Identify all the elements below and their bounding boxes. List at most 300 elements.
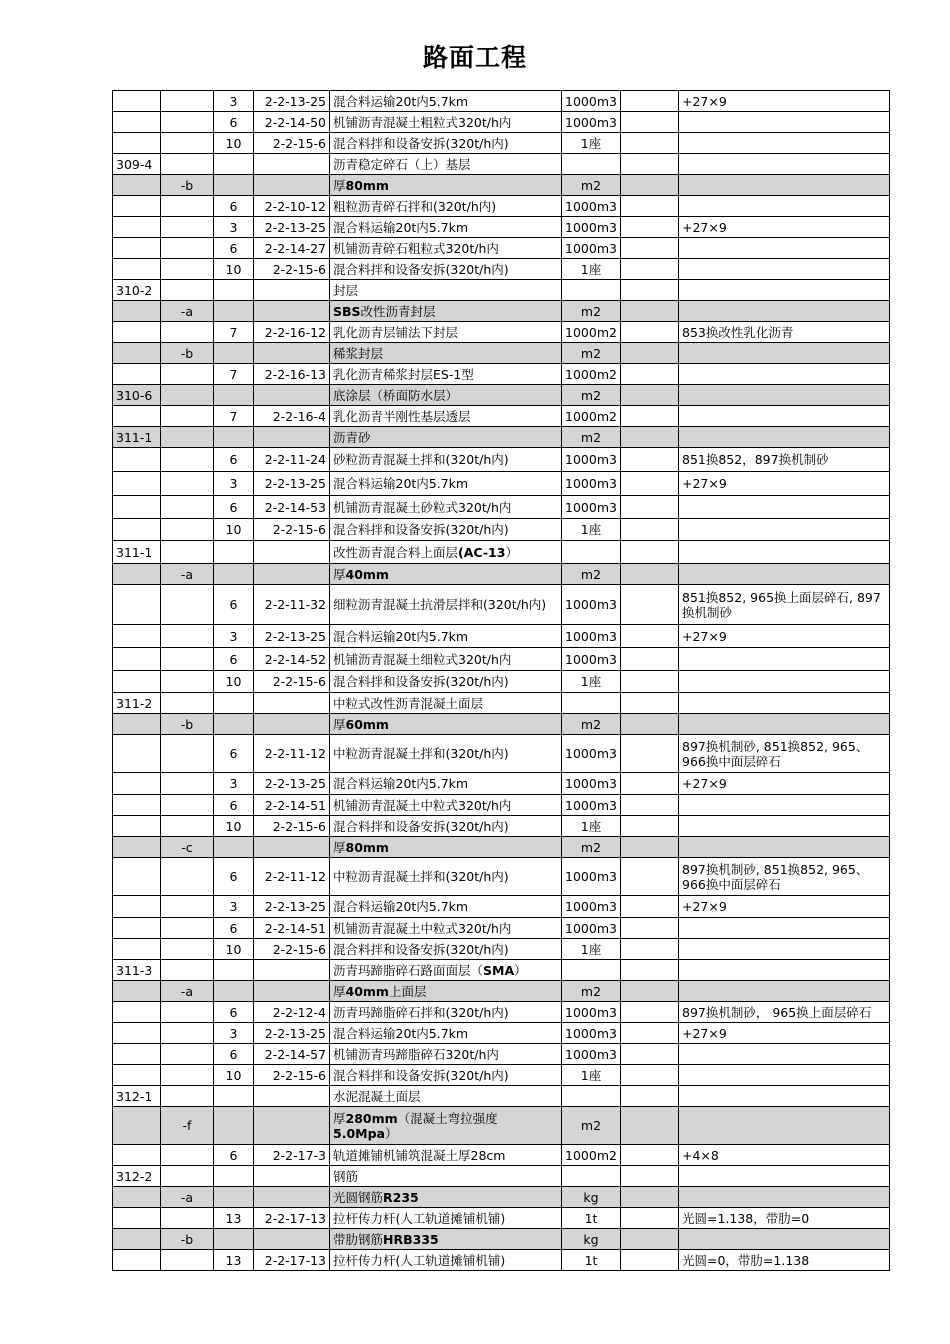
table-row [113, 773, 890, 795]
cell-quota-no: 2-2-13-25 [254, 896, 330, 918]
desc-text: 底涂层（桥面防水层） [333, 387, 459, 403]
cell-note [679, 343, 890, 364]
cell-code: 311-3 [113, 960, 161, 981]
table-row [113, 1044, 890, 1065]
cell-code [113, 1208, 161, 1229]
cell-unit: 1000m3 [562, 91, 621, 112]
cell-code [113, 259, 161, 280]
cell-sub-item [161, 896, 214, 918]
cell-code [113, 1065, 161, 1086]
cell-description [330, 301, 562, 322]
table-row [113, 112, 890, 133]
cell-sub-item [161, 217, 214, 238]
cell-unit [562, 541, 621, 564]
cell-note: 897换机制砂, 851换852, 965、966换中面层碎石 [679, 858, 890, 896]
cell-quota-no [254, 343, 330, 364]
table-row [113, 301, 890, 322]
cell-unit: 1t [562, 1250, 621, 1271]
cell-unit: 1000m3 [562, 585, 621, 625]
cell-code [113, 238, 161, 259]
cell-quantity [621, 648, 679, 671]
cell-quantity [621, 1044, 679, 1065]
cell-quota-no: 2-2-14-51 [254, 795, 330, 816]
cell-note: +27×9 [679, 1023, 890, 1044]
cell-quota-no: 2-2-14-51 [254, 918, 330, 939]
cell-quota-no [254, 1187, 330, 1208]
cell-quantity [621, 175, 679, 196]
cell-quantity [621, 735, 679, 773]
cell-quantity [621, 939, 679, 960]
cell-description [330, 773, 562, 795]
table-row [113, 541, 890, 564]
cell-note [679, 1166, 890, 1187]
cell-sub-item [161, 448, 214, 472]
cell-code [113, 625, 161, 648]
cell-quota-no [254, 301, 330, 322]
cell-unit: m2 [562, 1107, 621, 1145]
desc-text: 细粒沥青混凝土抗滑层拌和(320t/h内) [333, 597, 547, 612]
cell-type-no: 10 [214, 816, 254, 837]
table-row [113, 343, 890, 364]
cell-type-no: 3 [214, 773, 254, 795]
cell-unit: 1座 [562, 259, 621, 280]
cell-code: 312-1 [113, 1086, 161, 1107]
table-row [113, 1187, 890, 1208]
cell-type-no: 13 [214, 1208, 254, 1229]
table-row [113, 858, 890, 896]
desc-text: 改性沥青封层 [360, 303, 436, 319]
desc-bold-text: R235 [383, 1189, 419, 1205]
cell-description [330, 259, 562, 280]
desc-text: 厚 [333, 1110, 346, 1126]
cell-code [113, 816, 161, 837]
desc-text: 厚 [333, 839, 346, 855]
cell-description [330, 385, 562, 406]
cell-quota-no: 2-2-15-6 [254, 259, 330, 280]
cell-unit: 1000m3 [562, 918, 621, 939]
cell-description [330, 1250, 562, 1271]
cell-quota-no: 2-2-17-3 [254, 1145, 330, 1166]
desc-bold-text: SMA [483, 962, 515, 978]
cell-note: +27×9 [679, 773, 890, 795]
cell-description [330, 585, 562, 625]
cell-note [679, 301, 890, 322]
desc-text: 乳化沥青稀浆封层ES-1型 [333, 366, 474, 382]
table-row [113, 448, 890, 472]
cell-code: 311-1 [113, 541, 161, 564]
cell-quota-no: 2-2-15-6 [254, 939, 330, 960]
cell-description [330, 795, 562, 816]
cell-quantity [621, 564, 679, 585]
cell-note [679, 816, 890, 837]
cell-unit: 1000m3 [562, 735, 621, 773]
table-row [113, 918, 890, 939]
desc-text: 厚 [333, 983, 346, 999]
cell-note [679, 960, 890, 981]
cell-type-no [214, 301, 254, 322]
cell-quota-no [254, 981, 330, 1002]
cell-unit: m2 [562, 301, 621, 322]
cell-quota-no: 2-2-11-24 [254, 448, 330, 472]
cell-unit: 1000m2 [562, 406, 621, 427]
cell-type-no: 6 [214, 112, 254, 133]
cell-code [113, 1023, 161, 1044]
cell-note: +27×9 [679, 472, 890, 496]
cell-quota-no [254, 154, 330, 175]
desc-text: 厚 [333, 716, 346, 732]
cell-code [113, 918, 161, 939]
table-row [113, 427, 890, 448]
cell-code [113, 773, 161, 795]
cell-code [113, 91, 161, 112]
cell-sub-item [161, 1065, 214, 1086]
cell-note [679, 519, 890, 541]
cell-note [679, 364, 890, 385]
cell-unit [562, 154, 621, 175]
cell-description [330, 112, 562, 133]
cell-description [330, 541, 562, 564]
desc-text: ） [505, 544, 518, 560]
cell-quantity [621, 981, 679, 1002]
cell-note [679, 564, 890, 585]
cell-unit: 1000m3 [562, 773, 621, 795]
cell-sub-item [161, 112, 214, 133]
table-row [113, 735, 890, 773]
cell-note [679, 939, 890, 960]
cell-quota-no [254, 564, 330, 585]
cell-code [113, 1044, 161, 1065]
cell-description [330, 1145, 562, 1166]
cell-unit: 1座 [562, 1065, 621, 1086]
cell-unit: 1000m3 [562, 625, 621, 648]
cell-quantity [621, 714, 679, 735]
cell-type-no: 7 [214, 406, 254, 427]
cell-type-no: 10 [214, 1065, 254, 1086]
cell-description [330, 154, 562, 175]
cell-code [113, 1145, 161, 1166]
cell-quota-no [254, 1086, 330, 1107]
cell-quantity [621, 1187, 679, 1208]
cell-type-no [214, 1086, 254, 1107]
cell-code: 310-2 [113, 280, 161, 301]
cell-quantity [621, 1023, 679, 1044]
cell-quota-no: 2-2-13-25 [254, 773, 330, 795]
cell-quantity [621, 406, 679, 427]
cell-note [679, 280, 890, 301]
cell-note [679, 918, 890, 939]
desc-text: 机铺沥青碎石粗粒式320t/h内 [333, 240, 499, 256]
cell-note [679, 648, 890, 671]
cell-sub-item [161, 1002, 214, 1023]
cell-quota-no: 2-2-13-25 [254, 472, 330, 496]
cell-code [113, 671, 161, 693]
desc-text: 机铺沥青混凝土细粒式320t/h内 [333, 651, 512, 667]
cell-description [330, 427, 562, 448]
cell-type-no [214, 837, 254, 858]
cell-quota-no [254, 960, 330, 981]
cell-sub-item [161, 735, 214, 773]
cell-type-no: 6 [214, 648, 254, 671]
cell-sub-item [161, 693, 214, 714]
cell-sub-item [161, 585, 214, 625]
cell-sub-item [161, 773, 214, 795]
cell-sub-item [161, 196, 214, 217]
desc-text: 混合料运输20t内5.7km [333, 899, 469, 914]
cell-code [113, 519, 161, 541]
cell-quota-no: 2-2-12-4 [254, 1002, 330, 1023]
cell-description [330, 448, 562, 472]
cell-unit: 1000m2 [562, 1145, 621, 1166]
cell-code [113, 939, 161, 960]
table-row [113, 91, 890, 112]
cell-type-no: 6 [214, 238, 254, 259]
cell-quantity [621, 816, 679, 837]
cell-code [113, 496, 161, 519]
desc-text: 钢筋 [333, 1168, 359, 1184]
cell-code [113, 322, 161, 343]
cell-note: +27×9 [679, 217, 890, 238]
cell-quantity [621, 217, 679, 238]
cell-description [330, 564, 562, 585]
table-row [113, 217, 890, 238]
table-row [113, 837, 890, 858]
cell-description [330, 939, 562, 960]
cell-sub-item [161, 1166, 214, 1187]
cell-note [679, 671, 890, 693]
cell-type-no [214, 175, 254, 196]
cell-sub-item [161, 795, 214, 816]
cell-sub-item [161, 133, 214, 154]
cell-unit: 1000m3 [562, 896, 621, 918]
cell-unit: 1000m3 [562, 795, 621, 816]
cell-description [330, 837, 562, 858]
table-row [113, 1250, 890, 1271]
cell-unit: 1t [562, 1208, 621, 1229]
cell-type-no: 3 [214, 91, 254, 112]
cell-quantity [621, 795, 679, 816]
table-row [113, 1023, 890, 1044]
cell-type-no: 13 [214, 1250, 254, 1271]
cell-unit: 1座 [562, 816, 621, 837]
cell-note [679, 385, 890, 406]
cell-note: 光圆=0，带肋=1.138 [679, 1250, 890, 1271]
desc-bold-text: HRB335 [383, 1231, 439, 1247]
cell-sub-item: -a [161, 301, 214, 322]
cell-code: 311-1 [113, 427, 161, 448]
cell-quantity [621, 519, 679, 541]
cell-unit: 1000m2 [562, 322, 621, 343]
table-body [113, 91, 890, 1271]
desc-text: 混合料运输20t内5.7km [333, 628, 469, 644]
cell-type-no: 3 [214, 625, 254, 648]
cell-type-no: 10 [214, 259, 254, 280]
cell-note [679, 1065, 890, 1086]
cell-note [679, 1229, 890, 1250]
desc-text: （混凝土弯拉强度 [397, 1110, 498, 1126]
desc-text: 沥青玛蹄脂碎石拌和(320t/h内) [333, 1004, 509, 1020]
cell-code [113, 735, 161, 773]
cell-type-no: 6 [214, 1145, 254, 1166]
cell-code [113, 858, 161, 896]
cell-description [330, 91, 562, 112]
cell-code [113, 981, 161, 1002]
cell-note [679, 1107, 890, 1145]
cell-note [679, 133, 890, 154]
cell-type-no: 10 [214, 939, 254, 960]
table-row [113, 1229, 890, 1250]
desc-text: 沥青稳定碎石（上）基层 [333, 156, 471, 172]
cell-description [330, 981, 562, 1002]
cell-note [679, 795, 890, 816]
cell-description [330, 196, 562, 217]
desc-bold-text: SBS [333, 303, 361, 319]
page-title: 路面工程 [422, 43, 527, 72]
cell-note [679, 259, 890, 280]
table-row [113, 896, 890, 918]
cell-code: 311-2 [113, 693, 161, 714]
cell-quantity [621, 918, 679, 939]
cell-quota-no: 2-2-16-12 [254, 322, 330, 343]
cell-quantity [621, 496, 679, 519]
cell-type-no: 3 [214, 896, 254, 918]
cell-type-no [214, 154, 254, 175]
cell-note: 光圆=1.138，带肋=0 [679, 1208, 890, 1229]
cell-quantity [621, 427, 679, 448]
cell-unit: 1000m3 [562, 112, 621, 133]
cell-sub-item [161, 1250, 214, 1271]
cell-unit: 1000m3 [562, 648, 621, 671]
cell-unit: 1000m3 [562, 217, 621, 238]
desc-text: 混合料拌和设备安拆(320t/h内) [333, 941, 509, 957]
cell-quota-no: 2-2-11-32 [254, 585, 330, 625]
cell-description [330, 918, 562, 939]
table-row [113, 585, 890, 625]
cell-description [330, 1023, 562, 1044]
cell-unit: 1座 [562, 671, 621, 693]
cell-code [113, 175, 161, 196]
desc-text: 机铺沥青混凝土中粒式320t/h内 [333, 797, 512, 813]
cell-type-no [214, 981, 254, 1002]
desc-bold-text: 40mm [345, 983, 389, 999]
cell-quota-no: 2-2-13-25 [254, 1023, 330, 1044]
desc-bold-text: 40mm [345, 566, 389, 582]
cell-code [113, 343, 161, 364]
cell-quantity [621, 671, 679, 693]
cell-note [679, 406, 890, 427]
desc-text: 厚 [333, 177, 346, 193]
desc-text: 带肋钢筋 [333, 1231, 384, 1247]
desc-text: 混合料运输20t内5.7km [333, 776, 469, 791]
cell-code: 310-6 [113, 385, 161, 406]
cell-quota-no: 2-2-11-12 [254, 735, 330, 773]
cell-quantity [621, 1166, 679, 1187]
cell-quota-no: 2-2-13-25 [254, 217, 330, 238]
cell-note: 851换852，897换机制砂 [679, 448, 890, 472]
cell-sub-item: -c [161, 837, 214, 858]
cell-description [330, 133, 562, 154]
cell-sub-item [161, 280, 214, 301]
cell-type-no [214, 385, 254, 406]
cell-description [330, 343, 562, 364]
cell-sub-item [161, 1044, 214, 1065]
cell-description [330, 896, 562, 918]
cell-type-no: 6 [214, 795, 254, 816]
cell-note [679, 1044, 890, 1065]
cell-unit: m2 [562, 385, 621, 406]
cell-note [679, 1086, 890, 1107]
cell-description [330, 364, 562, 385]
cell-sub-item [161, 364, 214, 385]
cell-quota-no [254, 280, 330, 301]
desc-text: 厚 [333, 566, 346, 582]
table-row [113, 714, 890, 735]
cell-type-no [214, 1107, 254, 1145]
cell-quota-no: 2-2-17-13 [254, 1208, 330, 1229]
cell-unit: 1座 [562, 939, 621, 960]
desc-text: 中粒沥青混凝土拌和(320t/h内) [333, 746, 509, 761]
cell-description [330, 406, 562, 427]
desc-text: 混合料运输20t内5.7km [333, 93, 469, 109]
cell-quantity [621, 91, 679, 112]
table-row [113, 196, 890, 217]
cell-description [330, 858, 562, 896]
cell-sub-item [161, 238, 214, 259]
cell-quantity [621, 259, 679, 280]
cell-description [330, 1208, 562, 1229]
cell-quantity [621, 693, 679, 714]
cell-note [679, 112, 890, 133]
cell-sub-item [161, 472, 214, 496]
cell-quota-no [254, 837, 330, 858]
cell-description [330, 1002, 562, 1023]
cell-note [679, 541, 890, 564]
cell-unit: 1000m3 [562, 1002, 621, 1023]
cell-quota-no [254, 1107, 330, 1145]
cell-quota-no: 2-2-16-4 [254, 406, 330, 427]
cell-quantity [621, 1107, 679, 1145]
cell-quantity [621, 133, 679, 154]
table-row [113, 1002, 890, 1023]
cell-type-no: 6 [214, 918, 254, 939]
cell-description [330, 1065, 562, 1086]
table-row [113, 406, 890, 427]
cell-quantity [621, 301, 679, 322]
cell-note [679, 693, 890, 714]
cell-type-no: 6 [214, 196, 254, 217]
cell-sub-item [161, 1023, 214, 1044]
cell-type-no: 10 [214, 133, 254, 154]
cell-note [679, 154, 890, 175]
desc-text: 上面层 [388, 983, 427, 999]
cell-description [330, 960, 562, 981]
desc-text: 拉杆传力杆(人工轨道摊铺机铺) [333, 1252, 506, 1268]
cell-quota-no: 2-2-14-52 [254, 648, 330, 671]
cell-description [330, 496, 562, 519]
desc-text: 改性沥青混合料上面层 [333, 544, 459, 560]
cell-description [330, 175, 562, 196]
cell-code [113, 112, 161, 133]
table-row [113, 472, 890, 496]
cell-sub-item [161, 406, 214, 427]
desc-bold-text: 60mm [345, 716, 389, 732]
cell-description [330, 1166, 562, 1187]
desc-text: 沥青砂 [333, 429, 371, 445]
cell-code [113, 1250, 161, 1271]
cell-unit [562, 693, 621, 714]
desc-text: 光圆钢筋 [333, 1189, 384, 1205]
table-row [113, 671, 890, 693]
cell-quantity [621, 154, 679, 175]
